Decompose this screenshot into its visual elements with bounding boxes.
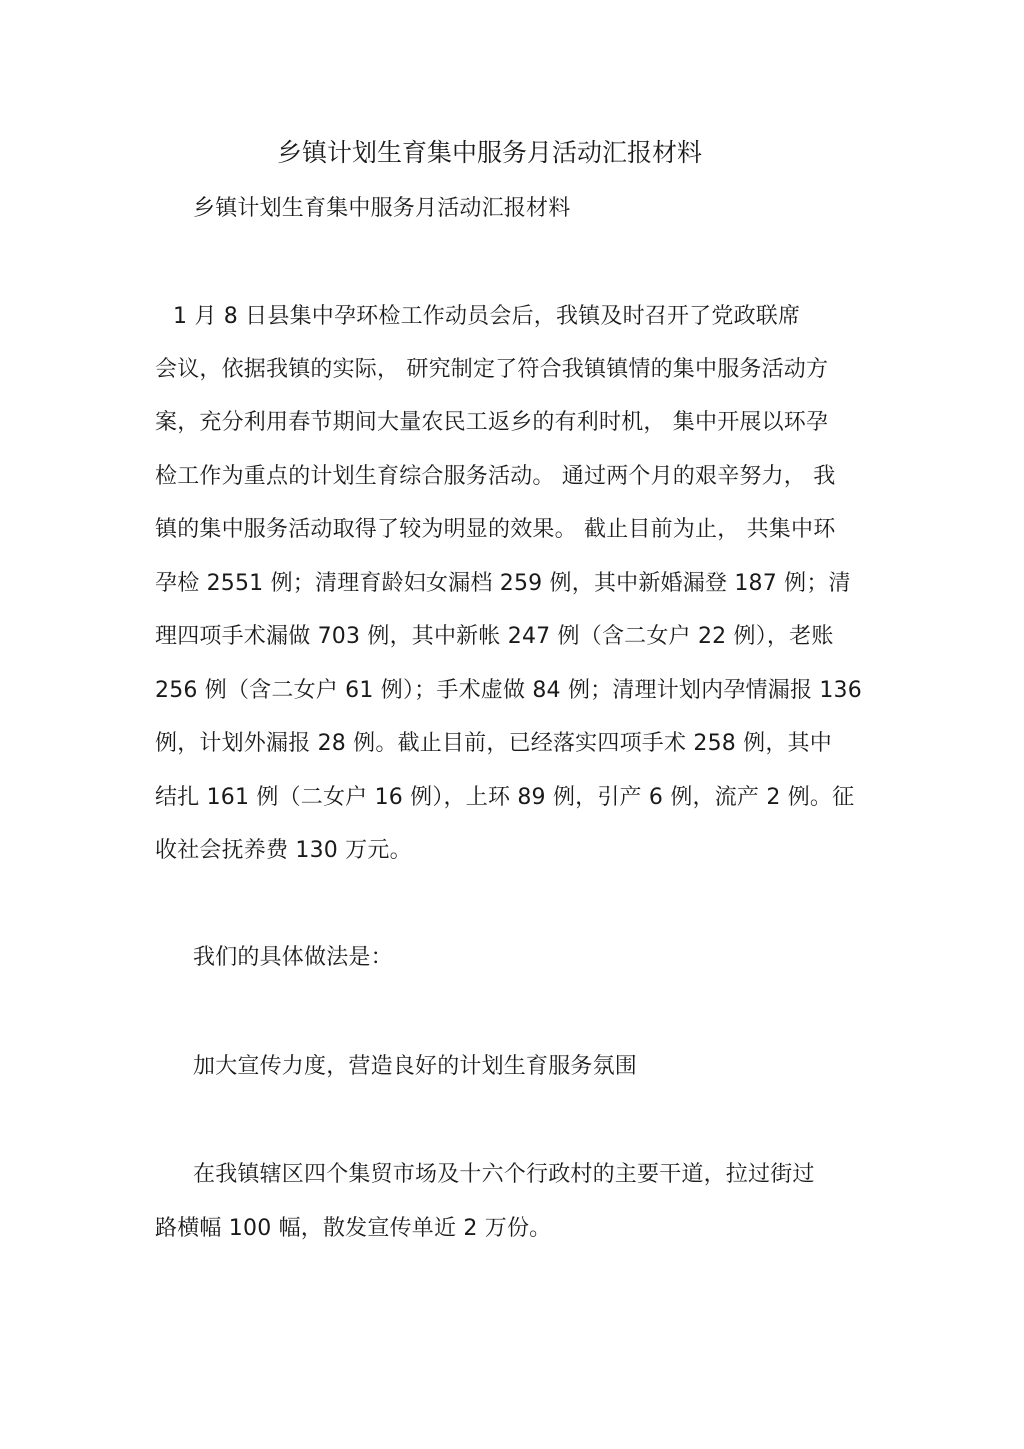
paragraph-line: 1 月 8 日县集中孕环检工作动员会后，我镇及时召开了党政联席 [173,304,801,329]
paragraph-2: 我们的具体做法是： [193,945,393,970]
paragraph-line: 案，充分利用春节期间大量农民工返乡的有利时机， 集中开展以环孕 [155,410,829,435]
paragraph-line: 会议，依据我镇的实际， 研究制定了符合我镇镇情的集中服务活动方 [155,357,829,382]
paragraph-line: 检工作为重点的计划生育综合服务活动。 通过两个月的艰辛努力， 我 [155,464,836,489]
document-title: 乡镇计划生育集中服务月活动汇报材料 [277,138,703,167]
document-subtitle: 乡镇计划生育集中服务月活动汇报材料 [193,196,571,221]
paragraph-line: 结扎 161 例（二女户 16 例），上环 89 例，引产 6 例，流产 2 例。征 [155,785,855,810]
paragraph-line: 例，计划外漏报 28 例。截止目前，已经落实四项手术 258 例，其中 [155,731,832,756]
paragraph-line: 256 例（含二女户 61 例）；手术虚做 84 例；清理计划内孕情漏报 136 [155,678,862,703]
paragraph-line: 镇的集中服务活动取得了较为明显的效果。 截止目前为止， 共集中环 [155,517,836,542]
paragraph-line: 收社会抚养费 130 万元。 [155,838,412,863]
paragraph-line: 孕检 2551 例；清理育龄妇女漏档 259 例，其中新婚漏登 187 例；清 [155,571,851,596]
paragraph-line: 路横幅 100 幅，散发宣传单近 2 万份。 [155,1216,552,1241]
section-heading: 加大宣传力度，营造良好的计划生育服务氛围 [193,1054,638,1079]
paragraph-line: 在我镇辖区四个集贸市场及十六个行政村的主要干道，拉过街过 [193,1162,815,1187]
paragraph-line: 理四项手术漏做 703 例，其中新帐 247 例（含二女户 22 例），老账 [155,624,834,649]
